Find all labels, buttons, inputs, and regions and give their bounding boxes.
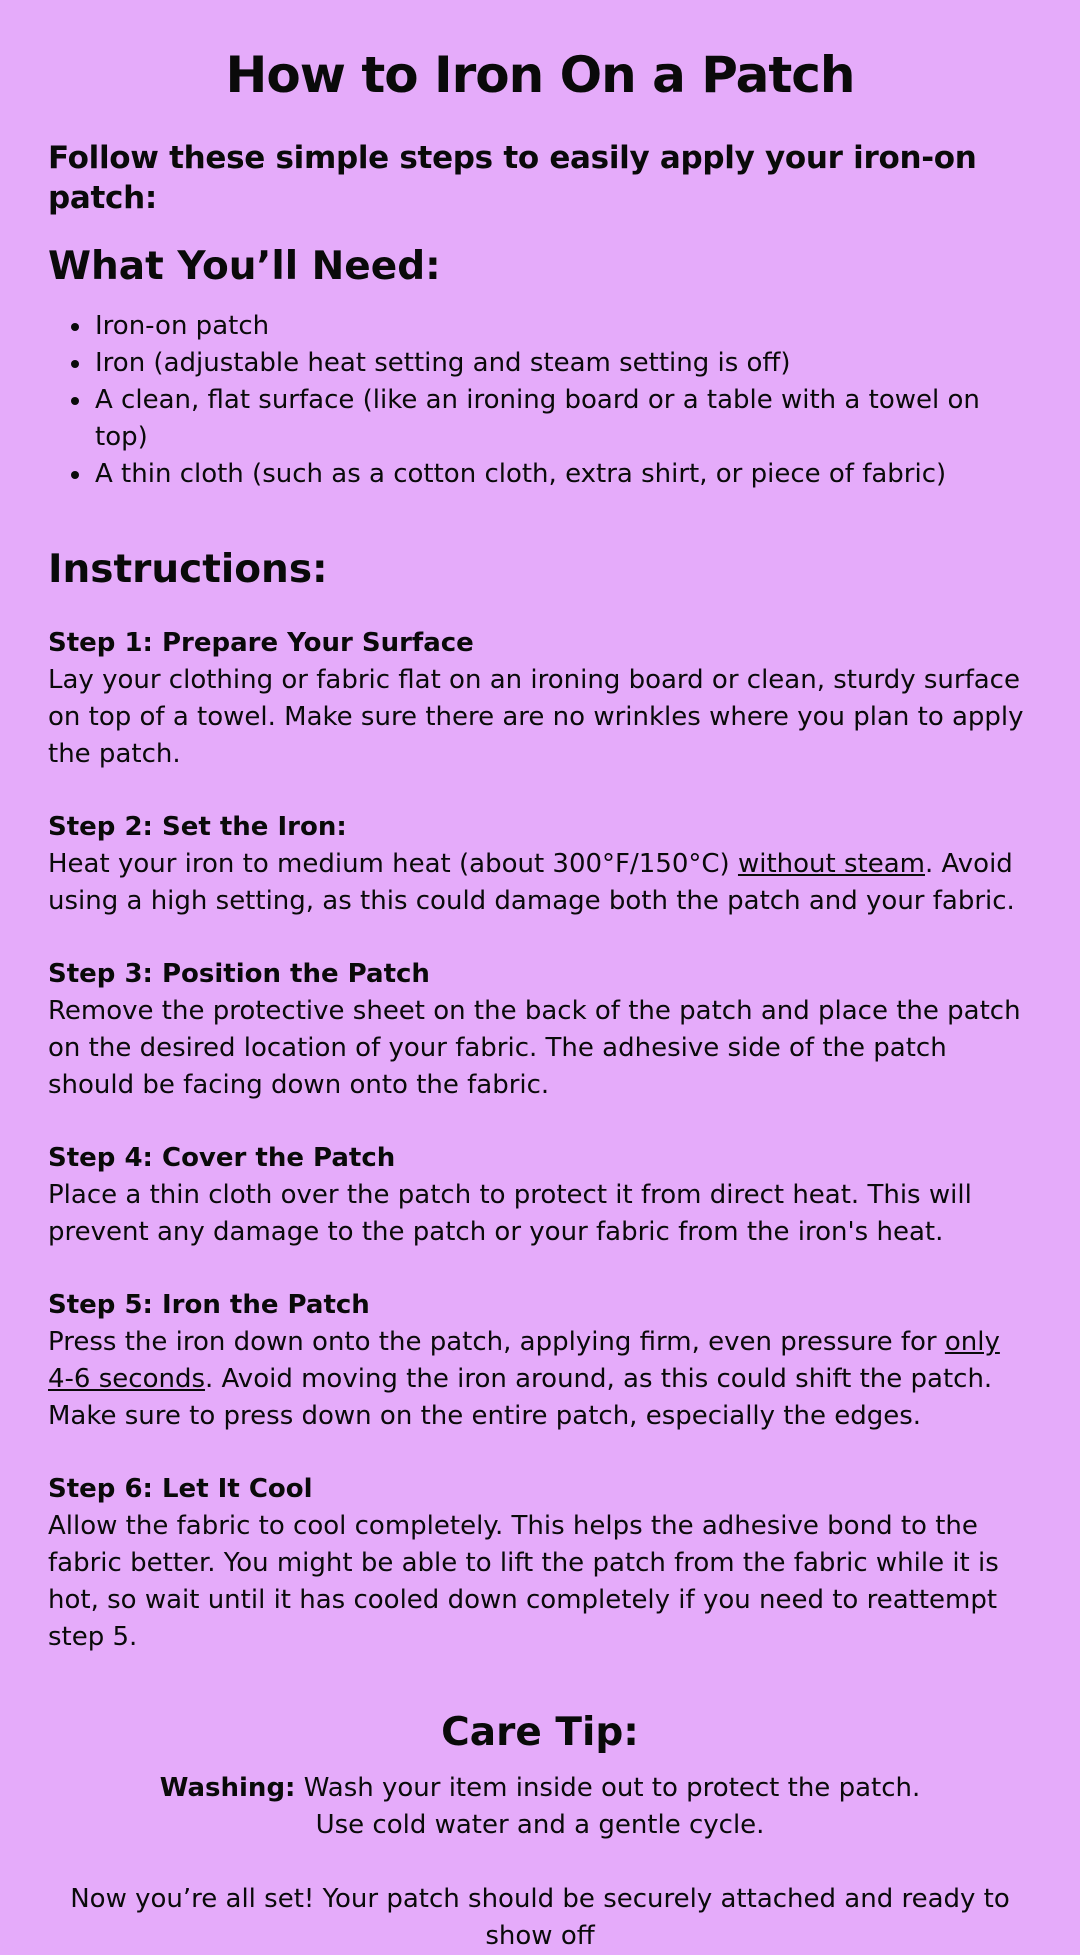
step-body: Lay your clothing or fabric flat on an ironing board or clean, sturdy surface on top of a towel. Make sure there are no wrinkles where you plan to apply the patch. (48, 665, 1024, 769)
care-text: Wash your item inside out to protect the patch. (295, 1773, 921, 1803)
list-item: • Iron-on patch (93, 308, 1032, 345)
step-body (48, 846, 1032, 920)
step-body: Allow the fabric to cool completely. This helps the adhesive bond to the fabric better. You might be able to lift the patch from the fabric while it is hot, so wait until it has cooled down completely if you need to reattempt step 5. (48, 1511, 999, 1652)
care-line-1 (48, 1770, 1032, 1807)
step-6 (48, 1471, 1032, 1656)
instructions-heading: Instructions: (48, 547, 328, 592)
underlined-emphasis: without steam (737, 849, 925, 879)
step-4 (48, 1140, 1032, 1251)
list-item: • Iron (adjustable heat setting and steam setting is off) (93, 345, 1032, 382)
closing-text: Now you’re all set! Your patch should be securely attached and ready to show off (70, 1884, 1010, 1951)
step-5 (48, 1287, 1032, 1435)
list-item: • A thin cloth (such as a cotton cloth, extra shirt, or piece of fabric) (93, 456, 1032, 493)
page-subtitle: Follow these simple steps to easily apply your iron-on patch: (48, 140, 977, 216)
step-body (48, 1324, 1032, 1435)
care-label: Washing: (159, 1773, 296, 1803)
step-body-text: . Avoid using a high setting, as this could damage both the patch and your fabric. (48, 849, 1015, 916)
step-title: Step 3: Position the Patch (48, 959, 430, 989)
needs-list (48, 308, 1032, 493)
step-1 (48, 625, 1032, 773)
step-body: Remove the protective sheet on the back of the patch and place the patch on the desired location of your fabric. The adhesive side of the patch should be facing down onto the fabric. (48, 996, 1021, 1100)
step-body-text: Press the iron down onto the patch, applying firm, even pressure for (48, 1327, 945, 1357)
step-body-text: Heat your iron to medium heat (about 300°F/150°C) (48, 849, 738, 879)
care-line-2: Use cold water and a gentle cycle. (315, 1810, 765, 1840)
step-title: Step 6: Let It Cool (48, 1474, 313, 1504)
list-item: • A clean, flat surface (like an ironing board or a table with a towel on top) (93, 382, 1032, 456)
step-title: Step 5: Iron the Patch (48, 1290, 370, 1320)
care-tip (48, 1770, 1032, 1844)
step-body: Place a thin cloth over the patch to protect it from direct heat. This will prevent any damage to the patch or your fabric from the iron's heat. (48, 1180, 972, 1247)
care-heading: Care Tip: (441, 1710, 639, 1755)
underlined-emphasis: only 4-6 seconds (48, 1327, 1000, 1394)
step-title: Step 2: Set the Iron: (48, 812, 347, 842)
needs-heading: What You’ll Need: (48, 244, 441, 289)
step-title: Step 1: Prepare Your Surface (48, 628, 474, 658)
step-title: Step 4: Cover the Patch (48, 1143, 396, 1173)
step-3 (48, 956, 1032, 1104)
step-2 (48, 809, 1032, 920)
step-body-text: . Avoid moving the iron around, as this could shift the patch. Make sure to press down on the entire patch, especially the edges. (48, 1364, 993, 1431)
page-title: How to Iron On a Patch (225, 46, 855, 104)
